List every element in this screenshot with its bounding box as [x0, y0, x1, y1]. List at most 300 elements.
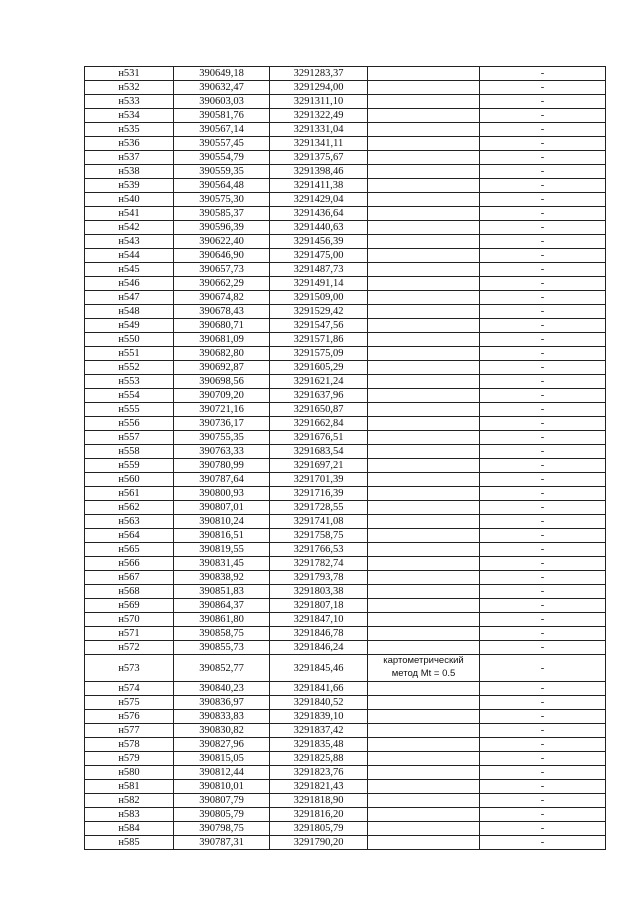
- y-coordinate-cell: 3291547,56: [270, 319, 368, 333]
- x-coordinate-cell: 390567,14: [174, 123, 270, 137]
- dash-cell: -: [480, 473, 606, 487]
- table-row: [85, 585, 606, 599]
- dash-cell: -: [480, 543, 606, 557]
- y-coordinate-cell: 3291846,24: [270, 641, 368, 655]
- dash-cell: -: [480, 641, 606, 655]
- x-coordinate-cell: 390682,80: [174, 347, 270, 361]
- table-row: [85, 752, 606, 766]
- point-name-cell: н577: [85, 724, 174, 738]
- point-name-cell: н575: [85, 696, 174, 710]
- x-coordinate-cell: 390692,87: [174, 361, 270, 375]
- table-row: [85, 431, 606, 445]
- x-coordinate-cell: 390805,79: [174, 808, 270, 822]
- x-coordinate-cell: 390830,82: [174, 724, 270, 738]
- method-cell: [368, 654, 480, 681]
- y-coordinate-cell: 3291322,49: [270, 109, 368, 123]
- y-coordinate-cell: 3291375,67: [270, 151, 368, 165]
- table-row: [85, 137, 606, 151]
- point-name-cell: н547: [85, 291, 174, 305]
- point-name-cell: н536: [85, 137, 174, 151]
- point-name-cell: н564: [85, 529, 174, 543]
- dash-cell: -: [480, 613, 606, 627]
- method-cell: [368, 95, 480, 109]
- y-coordinate-cell: 3291741,08: [270, 515, 368, 529]
- point-name-cell: н563: [85, 515, 174, 529]
- coordinates-table: [84, 66, 606, 850]
- point-name-cell: н560: [85, 473, 174, 487]
- method-label-line2: метод Mt = 0.5: [391, 668, 456, 679]
- point-name-cell: н578: [85, 738, 174, 752]
- point-name-cell: н550: [85, 333, 174, 347]
- y-coordinate-cell: 3291283,37: [270, 67, 368, 81]
- method-cell: [368, 263, 480, 277]
- dash-cell: -: [480, 682, 606, 696]
- y-coordinate-cell: 3291571,86: [270, 333, 368, 347]
- dash-cell: -: [480, 766, 606, 780]
- table-row: [85, 389, 606, 403]
- table-row: [85, 193, 606, 207]
- point-name-cell: н554: [85, 389, 174, 403]
- method-cell: [368, 473, 480, 487]
- y-coordinate-cell: 3291728,55: [270, 501, 368, 515]
- dash-cell: -: [480, 347, 606, 361]
- y-coordinate-cell: 3291825,88: [270, 752, 368, 766]
- method-cell: [368, 557, 480, 571]
- x-coordinate-cell: 390674,82: [174, 291, 270, 305]
- point-name-cell: н544: [85, 249, 174, 263]
- table-row: [85, 696, 606, 710]
- table-row: [85, 724, 606, 738]
- method-cell: [368, 277, 480, 291]
- x-coordinate-cell: 390836,97: [174, 696, 270, 710]
- point-name-cell: н582: [85, 794, 174, 808]
- y-coordinate-cell: 3291846,78: [270, 627, 368, 641]
- y-coordinate-cell: 3291818,90: [270, 794, 368, 808]
- method-cell: [368, 179, 480, 193]
- method-cell: [368, 403, 480, 417]
- point-name-cell: н548: [85, 305, 174, 319]
- method-cell: [368, 137, 480, 151]
- x-coordinate-cell: 390831,45: [174, 557, 270, 571]
- point-name-cell: н572: [85, 641, 174, 655]
- x-coordinate-cell: 390557,45: [174, 137, 270, 151]
- x-coordinate-cell: 390681,09: [174, 333, 270, 347]
- method-cell: [368, 613, 480, 627]
- x-coordinate-cell: 390678,43: [174, 305, 270, 319]
- point-name-cell: н584: [85, 822, 174, 836]
- method-cell: [368, 291, 480, 305]
- dash-cell: -: [480, 151, 606, 165]
- point-name-cell: н562: [85, 501, 174, 515]
- dash-cell: -: [480, 459, 606, 473]
- method-cell: [368, 780, 480, 794]
- table-row: [85, 836, 606, 850]
- dash-cell: -: [480, 501, 606, 515]
- y-coordinate-cell: 3291311,10: [270, 95, 368, 109]
- table-row: [85, 557, 606, 571]
- y-coordinate-cell: 3291475,00: [270, 249, 368, 263]
- method-cell: [368, 235, 480, 249]
- dash-cell: -: [480, 389, 606, 403]
- table-row: [85, 375, 606, 389]
- y-coordinate-cell: 3291491,14: [270, 277, 368, 291]
- table-row: [85, 221, 606, 235]
- table-row: [85, 487, 606, 501]
- method-cell: [368, 822, 480, 836]
- y-coordinate-cell: 3291429,04: [270, 193, 368, 207]
- dash-cell: -: [480, 710, 606, 724]
- method-cell: [368, 333, 480, 347]
- table-row: [85, 361, 606, 375]
- dash-cell: -: [480, 529, 606, 543]
- x-coordinate-cell: 390800,93: [174, 487, 270, 501]
- table-row: [85, 67, 606, 81]
- method-cell: [368, 165, 480, 179]
- dash-cell: -: [480, 319, 606, 333]
- point-name-cell: н585: [85, 836, 174, 850]
- x-coordinate-cell: 390810,01: [174, 780, 270, 794]
- dash-cell: -: [480, 599, 606, 613]
- x-coordinate-cell: 390554,79: [174, 151, 270, 165]
- dash-cell: -: [480, 417, 606, 431]
- x-coordinate-cell: 390816,51: [174, 529, 270, 543]
- table-row: [85, 599, 606, 613]
- table-row: [85, 571, 606, 585]
- point-name-cell: н540: [85, 193, 174, 207]
- method-cell: [368, 641, 480, 655]
- table-row: [85, 710, 606, 724]
- method-cell: [368, 794, 480, 808]
- x-coordinate-cell: 390603,03: [174, 95, 270, 109]
- x-coordinate-cell: 390787,31: [174, 836, 270, 850]
- method-cell: [368, 123, 480, 137]
- x-coordinate-cell: 390564,48: [174, 179, 270, 193]
- method-cell: [368, 375, 480, 389]
- x-coordinate-cell: 390721,16: [174, 403, 270, 417]
- dash-cell: -: [480, 431, 606, 445]
- dash-cell: -: [480, 515, 606, 529]
- point-name-cell: н556: [85, 417, 174, 431]
- y-coordinate-cell: 3291701,39: [270, 473, 368, 487]
- dash-cell: -: [480, 822, 606, 836]
- point-name-cell: н569: [85, 599, 174, 613]
- dash-cell: -: [480, 571, 606, 585]
- table-row: [85, 81, 606, 95]
- point-name-cell: н545: [85, 263, 174, 277]
- dash-cell: -: [480, 207, 606, 221]
- table-row: [85, 445, 606, 459]
- y-coordinate-cell: 3291662,84: [270, 417, 368, 431]
- dash-cell: -: [480, 738, 606, 752]
- table-row: [85, 766, 606, 780]
- dash-cell: -: [480, 375, 606, 389]
- method-cell: [368, 599, 480, 613]
- point-name-cell: н543: [85, 235, 174, 249]
- x-coordinate-cell: 390838,92: [174, 571, 270, 585]
- method-cell: [368, 529, 480, 543]
- y-coordinate-cell: 3291411,38: [270, 179, 368, 193]
- point-name-cell: н546: [85, 277, 174, 291]
- point-name-cell: н579: [85, 752, 174, 766]
- y-coordinate-cell: 3291605,29: [270, 361, 368, 375]
- y-coordinate-cell: 3291650,87: [270, 403, 368, 417]
- x-coordinate-cell: 390646,90: [174, 249, 270, 263]
- point-name-cell: н541: [85, 207, 174, 221]
- dash-cell: -: [480, 752, 606, 766]
- y-coordinate-cell: 3291821,43: [270, 780, 368, 794]
- method-cell: [368, 836, 480, 850]
- x-coordinate-cell: 390649,18: [174, 67, 270, 81]
- table-row: [85, 459, 606, 473]
- dash-cell: -: [480, 277, 606, 291]
- method-cell: [368, 207, 480, 221]
- table-row: [85, 165, 606, 179]
- y-coordinate-cell: 3291575,09: [270, 347, 368, 361]
- table-row: [85, 613, 606, 627]
- y-coordinate-cell: 3291845,46: [270, 655, 368, 682]
- x-coordinate-cell: 390622,40: [174, 235, 270, 249]
- table-row: [85, 822, 606, 836]
- x-coordinate-cell: 390807,79: [174, 794, 270, 808]
- point-name-cell: н561: [85, 487, 174, 501]
- dash-cell: -: [480, 165, 606, 179]
- method-cell: [368, 710, 480, 724]
- point-name-cell: н557: [85, 431, 174, 445]
- x-coordinate-cell: 390632,47: [174, 81, 270, 95]
- table-row: [85, 529, 606, 543]
- method-cell: [368, 151, 480, 165]
- point-name-cell: н534: [85, 109, 174, 123]
- point-name-cell: н552: [85, 361, 174, 375]
- table-row: [85, 738, 606, 752]
- method-cell: [368, 766, 480, 780]
- dash-cell: -: [480, 95, 606, 109]
- method-cell: [368, 347, 480, 361]
- y-coordinate-cell: 3291529,42: [270, 305, 368, 319]
- table-row: [85, 235, 606, 249]
- dash-cell: -: [480, 249, 606, 263]
- table-row: [85, 627, 606, 641]
- x-coordinate-cell: 390851,83: [174, 585, 270, 599]
- method-cell: [368, 431, 480, 445]
- method-cell: [368, 571, 480, 585]
- dash-cell: -: [480, 808, 606, 822]
- y-coordinate-cell: 3291805,79: [270, 822, 368, 836]
- point-name-cell: н542: [85, 221, 174, 235]
- dash-cell: -: [480, 724, 606, 738]
- dash-cell: -: [480, 305, 606, 319]
- point-name-cell: н568: [85, 585, 174, 599]
- table-row: [85, 780, 606, 794]
- table-row: [85, 305, 606, 319]
- x-coordinate-cell: 390787,64: [174, 473, 270, 487]
- table-row: [85, 319, 606, 333]
- dash-cell: -: [480, 780, 606, 794]
- y-coordinate-cell: 3291837,42: [270, 724, 368, 738]
- method-cell: [368, 696, 480, 710]
- point-name-cell: н576: [85, 710, 174, 724]
- table-row: [85, 403, 606, 417]
- x-coordinate-cell: 390680,71: [174, 319, 270, 333]
- point-name-cell: н531: [85, 67, 174, 81]
- dash-cell: -: [480, 221, 606, 235]
- method-cell: [368, 81, 480, 95]
- method-cell: [368, 501, 480, 515]
- x-coordinate-cell: 390581,76: [174, 109, 270, 123]
- y-coordinate-cell: 3291294,00: [270, 81, 368, 95]
- dash-cell: -: [480, 235, 606, 249]
- dash-cell: -: [480, 291, 606, 305]
- y-coordinate-cell: 3291440,63: [270, 221, 368, 235]
- method-cell: [368, 109, 480, 123]
- table-row: [85, 263, 606, 277]
- point-name-cell: н539: [85, 179, 174, 193]
- table-row: [85, 207, 606, 221]
- x-coordinate-cell: 390763,33: [174, 445, 270, 459]
- x-coordinate-cell: 390858,75: [174, 627, 270, 641]
- table-row: [85, 347, 606, 361]
- table-row: [85, 151, 606, 165]
- x-coordinate-cell: 390585,37: [174, 207, 270, 221]
- point-name-cell: н574: [85, 682, 174, 696]
- point-name-cell: н553: [85, 375, 174, 389]
- point-name-cell: н566: [85, 557, 174, 571]
- x-coordinate-cell: 390833,83: [174, 710, 270, 724]
- table-row: [85, 249, 606, 263]
- point-name-cell: н583: [85, 808, 174, 822]
- x-coordinate-cell: 390864,37: [174, 599, 270, 613]
- x-coordinate-cell: 390736,17: [174, 417, 270, 431]
- x-coordinate-cell: 390662,29: [174, 277, 270, 291]
- point-name-cell: н573: [85, 655, 174, 682]
- x-coordinate-cell: 390709,20: [174, 389, 270, 403]
- x-coordinate-cell: 390780,99: [174, 459, 270, 473]
- x-coordinate-cell: 390819,55: [174, 543, 270, 557]
- point-name-cell: н571: [85, 627, 174, 641]
- y-coordinate-cell: 3291847,10: [270, 613, 368, 627]
- dash-cell: -: [480, 67, 606, 81]
- x-coordinate-cell: 390810,24: [174, 515, 270, 529]
- x-coordinate-cell: 390861,80: [174, 613, 270, 627]
- table-row: [85, 682, 606, 696]
- y-coordinate-cell: 3291683,54: [270, 445, 368, 459]
- method-cell: [368, 808, 480, 822]
- dash-cell: -: [480, 333, 606, 347]
- table-row: [85, 109, 606, 123]
- x-coordinate-cell: 390852,77: [174, 655, 270, 682]
- table-row: [85, 501, 606, 515]
- dash-cell: -: [480, 263, 606, 277]
- y-coordinate-cell: 3291398,46: [270, 165, 368, 179]
- method-cell: [368, 543, 480, 557]
- point-name-cell: н549: [85, 319, 174, 333]
- y-coordinate-cell: 3291816,20: [270, 808, 368, 822]
- y-coordinate-cell: 3291487,73: [270, 263, 368, 277]
- y-coordinate-cell: 3291456,39: [270, 235, 368, 249]
- point-name-cell: н581: [85, 780, 174, 794]
- y-coordinate-cell: 3291782,74: [270, 557, 368, 571]
- point-name-cell: н567: [85, 571, 174, 585]
- method-cell: [368, 361, 480, 375]
- method-cell: [368, 738, 480, 752]
- method-cell: [368, 221, 480, 235]
- method-cell: [368, 515, 480, 529]
- dash-cell: -: [480, 627, 606, 641]
- dash-cell: -: [480, 403, 606, 417]
- table-row: [85, 515, 606, 529]
- x-coordinate-cell: 390657,73: [174, 263, 270, 277]
- x-coordinate-cell: 390698,56: [174, 375, 270, 389]
- dash-cell: -: [480, 193, 606, 207]
- method-cell: [368, 627, 480, 641]
- table-row: [85, 333, 606, 347]
- point-name-cell: н538: [85, 165, 174, 179]
- method-cell: [368, 459, 480, 473]
- point-name-cell: н532: [85, 81, 174, 95]
- table-row: [85, 808, 606, 822]
- y-coordinate-cell: 3291793,78: [270, 571, 368, 585]
- dash-cell: -: [480, 836, 606, 850]
- x-coordinate-cell: 390807,01: [174, 501, 270, 515]
- table-row: [85, 417, 606, 431]
- y-coordinate-cell: 3291839,10: [270, 710, 368, 724]
- point-name-cell: н537: [85, 151, 174, 165]
- x-coordinate-cell: 390755,35: [174, 431, 270, 445]
- table-row: [85, 123, 606, 137]
- y-coordinate-cell: 3291823,76: [270, 766, 368, 780]
- point-name-cell: н559: [85, 459, 174, 473]
- coordinates-table-page: [84, 66, 600, 857]
- x-coordinate-cell: 390815,05: [174, 752, 270, 766]
- x-coordinate-cell: 390559,35: [174, 165, 270, 179]
- dash-cell: -: [480, 487, 606, 501]
- method-cell: [368, 193, 480, 207]
- y-coordinate-cell: 3291840,52: [270, 696, 368, 710]
- y-coordinate-cell: 3291331,04: [270, 123, 368, 137]
- dash-cell: -: [480, 445, 606, 459]
- dash-cell: -: [480, 794, 606, 808]
- dash-cell: -: [480, 655, 606, 682]
- point-name-cell: н580: [85, 766, 174, 780]
- dash-cell: -: [480, 557, 606, 571]
- dash-cell: -: [480, 109, 606, 123]
- table-row: [85, 641, 606, 655]
- point-name-cell: н555: [85, 403, 174, 417]
- x-coordinate-cell: 390812,44: [174, 766, 270, 780]
- x-coordinate-cell: 390596,39: [174, 221, 270, 235]
- table-row: [85, 655, 606, 682]
- method-cell: [368, 389, 480, 403]
- method-cell: [368, 724, 480, 738]
- y-coordinate-cell: 3291621,24: [270, 375, 368, 389]
- method-cell: [368, 249, 480, 263]
- dash-cell: -: [480, 179, 606, 193]
- y-coordinate-cell: 3291716,39: [270, 487, 368, 501]
- point-name-cell: н558: [85, 445, 174, 459]
- y-coordinate-cell: 3291509,00: [270, 291, 368, 305]
- method-cell: [368, 319, 480, 333]
- y-coordinate-cell: 3291803,38: [270, 585, 368, 599]
- coordinates-table-body: [85, 67, 606, 850]
- point-name-cell: н565: [85, 543, 174, 557]
- y-coordinate-cell: 3291341,11: [270, 137, 368, 151]
- x-coordinate-cell: 390798,75: [174, 822, 270, 836]
- point-name-cell: н533: [85, 95, 174, 109]
- y-coordinate-cell: 3291436,64: [270, 207, 368, 221]
- method-cell: [368, 445, 480, 459]
- dash-cell: -: [480, 696, 606, 710]
- dash-cell: -: [480, 137, 606, 151]
